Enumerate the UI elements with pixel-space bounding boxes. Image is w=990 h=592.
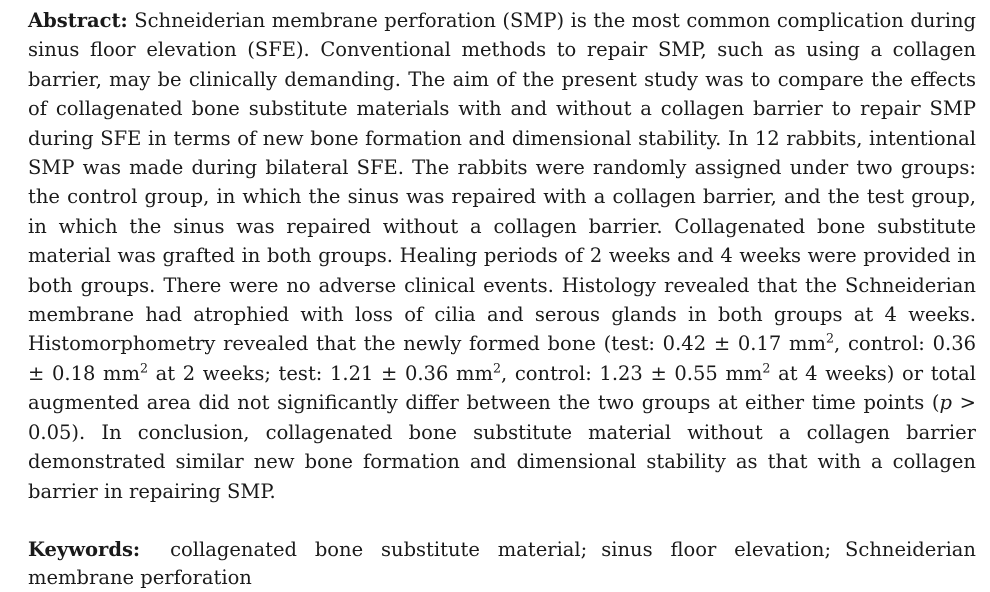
abstract-text-6: > 0.05). In conclusion, collagenated bone substitute material without a collagen barrier demonstrated similar new bone formation and dimensional stability as that with a collagen barrier in repairing SMP. (28, 391, 976, 503)
paper-section (28, 6, 976, 592)
keywords-label: Keywords: (28, 537, 141, 561)
abstract-text-2: , control: 0.36 ± 0.18 mm (28, 332, 977, 385)
superscript-2: 2 (139, 360, 149, 376)
abstract-text-4: , control: 1.23 ± 0.55 mm (501, 361, 763, 385)
keyword-item: sinus floor elevation; (601, 537, 832, 561)
superscript-1: 2 (825, 330, 835, 346)
superscript-3: 2 (492, 360, 502, 376)
p-value-symbol: p (939, 391, 953, 415)
keywords-block (28, 536, 976, 592)
abstract-text-3: at 2 weeks; test: 1.21 ± 0.36 mm (148, 361, 493, 385)
abstract-label: Abstract: (28, 9, 128, 32)
abstract-paragraph (28, 6, 976, 506)
abstract-text-1: Schneiderian membrane perforation (SMP) is the most common complication during sinus floor elevation (SFE). Conventional methods to repair SMP, such as using a collagen barrier, may be clinically demanding. The aim of the present study was to compare the effects of collagenated bone substitute materials with and without a collagen barrier to repair SMP during SFE in terms of new bone formation and dimensional stability. In 12 rabbits, intentional SMP was made during bilateral SFE. The rabbits were randomly assigned under two groups: the control group, in which the sinus was repaired with a collagen barrier, and the test group, in which the sinus was repaired without a collagen barrier. Collagenated bone substitute material was grafted in both groups. Healing periods of 2 weeks and 4 weeks were provided in both groups. There were no adverse clinical events. Histology revealed that the Schneiderian membrane had atrophied with loss of cilia and serous glands in both groups at 4 weeks. Histomorphometry revealed that the newly formed bone (test: 0.42 ± 0.17 mm (28, 9, 976, 356)
keyword-item: collagenated bone substitute material; (170, 537, 588, 561)
superscript-4: 2 (762, 360, 771, 376)
keyword-item: Schneiderian membrane perforation (28, 537, 976, 589)
abstract-text-5: at 4 weeks) or total augmented area did not significantly differ between the two groups at either time points ( (28, 361, 976, 415)
